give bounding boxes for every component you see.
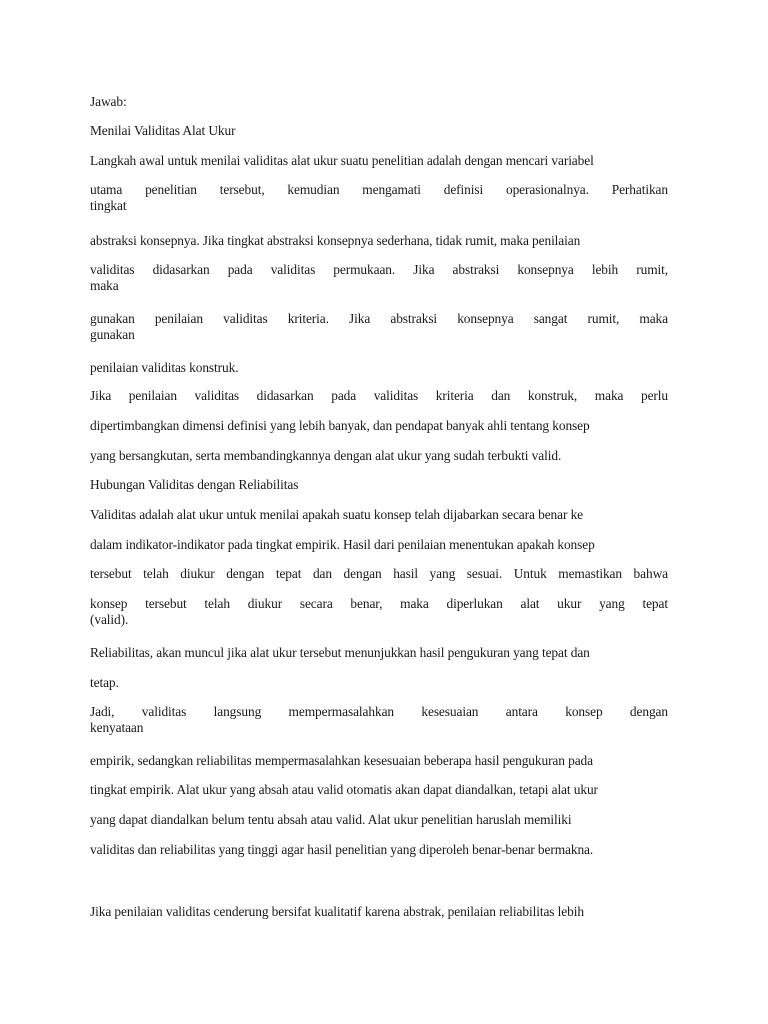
paragraph-line: yang bersangkutan, serta membandingkannya dengan alat ukur yang sudah terbukti valid. — [90, 448, 562, 463]
paragraph-line: tersebut telah diukur dengan tepat dan dengan hasil yang sesuai. Untuk memastikan bahwa — [90, 566, 668, 581]
paragraph-line: validitas dan reliabilitas yang tinggi agar hasil penelitian yang diperoleh benar-benar bermakna. — [90, 842, 594, 857]
paragraph-line: Langkah awal untuk menilai validitas alat ukur suatu penelitian adalah dengan mencari variabel — [90, 153, 594, 168]
paragraph-line: tingkat — [90, 198, 127, 213]
paragraph-line: validitas didasarkan pada validitas permukaan. Jika abstraksi konsepnya lebih rumit, — [90, 262, 668, 277]
paragraph-line: Jika penilaian validitas cenderung bersifat kualitatif karena abstrak, penilaian reliabilitas lebih — [90, 904, 584, 919]
paragraph-line: (valid). — [90, 612, 129, 627]
paragraph-line: Jika penilaian validitas didasarkan pada validitas kriteria dan konstruk, maka perlu — [90, 388, 668, 403]
paragraph-line: Reliabilitas, akan muncul jika alat ukur tersebut menunjukkan hasil pengukuran yang tepat dan — [90, 645, 590, 660]
paragraph-line: Validitas adalah alat ukur untuk menilai apakah suatu konsep telah dijabarkan secara benar ke — [90, 507, 584, 522]
paragraph-line: dalam indikator-indikator pada tingkat empirik. Hasil dari penilaian menentukan apakah konsep — [90, 537, 595, 552]
section-heading-reliabilitas: Hubungan Validitas dengan Reliabilitas — [90, 477, 299, 492]
paragraph-line: Jadi, validitas langsung mempermasalahkan kesesuaian antara konsep dengan — [90, 704, 668, 719]
section-heading-validitas: Menilai Validitas Alat Ukur — [90, 123, 236, 138]
paragraph-line: dipertimbangkan dimensi definisi yang lebih banyak, dan pendapat banyak ahli tentang konsep — [90, 418, 590, 433]
paragraph-line: konsep tersebut telah diukur secara benar, maka diperlukan alat ukur yang tepat — [90, 596, 668, 611]
paragraph-line: maka — [90, 278, 119, 293]
paragraph-line: empirik, sedangkan reliabilitas mempermasalahkan kesesuaian beberapa hasil pengukuran pada — [90, 753, 593, 768]
paragraph-line: penilaian validitas konstruk. — [90, 360, 239, 375]
paragraph-line: kenyataan — [90, 720, 144, 735]
paragraph-line: gunakan — [90, 327, 135, 342]
paragraph-line: utama penelitian tersebut, kemudian mengamati definisi operasionalnya. Perhatikan — [90, 182, 668, 197]
paragraph-line: gunakan penilaian validitas kriteria. Jika abstraksi konsepnya sangat rumit, maka — [90, 311, 668, 326]
paragraph-line: tetap. — [90, 675, 119, 690]
paragraph-line: yang dapat diandalkan belum tentu absah atau valid. Alat ukur penelitian haruslah memiliki — [90, 812, 572, 827]
label-jawab: Jawab: — [90, 94, 127, 109]
paragraph-line: tingkat empirik. Alat ukur yang absah atau valid otomatis akan dapat diandalkan, tetapi alat ukur — [90, 782, 598, 797]
paragraph-line: abstraksi konsepnya. Jika tingkat abstraksi konsepnya sederhana, tidak rumit, maka penilaian — [90, 233, 581, 248]
